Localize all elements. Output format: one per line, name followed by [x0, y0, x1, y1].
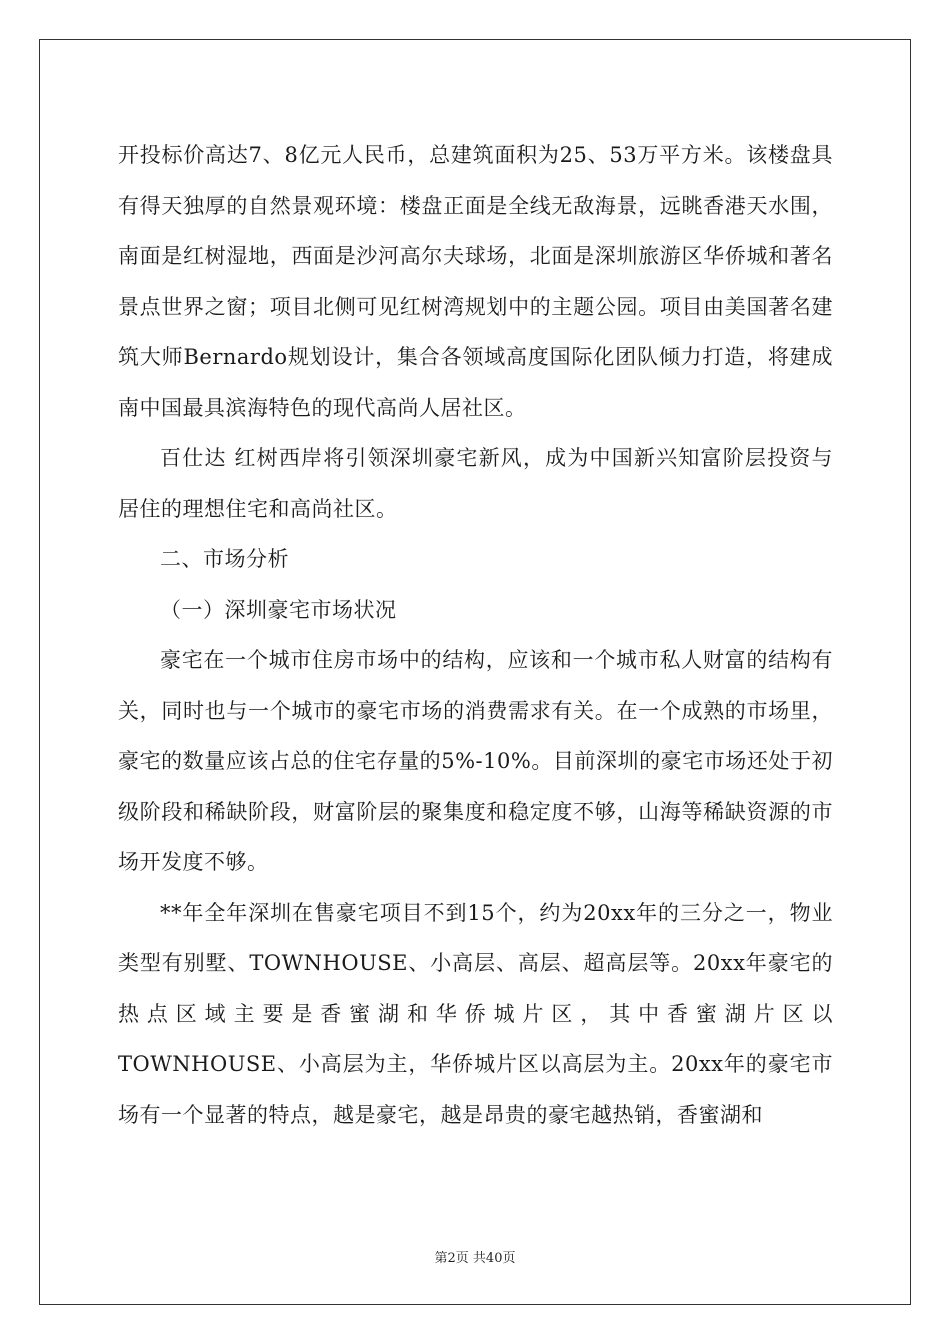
paragraph-annual-market: **年全年深圳在售豪宅项目不到15个，约为20xx年的三分之一，物业类型有别墅、TOWNHOUSE、小高层、高层、超高层等。20xx年豪宅的热点区域主要是香蜜湖和华侨城片区，其中香蜜湖片区以TOWNHOUSE、小高层为主，华侨城片区以高层为主。20xx年的豪宅市场有一个显著的特点，越是豪宅，越是昂贵的豪宅越热销，香蜜湖和	[118, 900, 833, 1127]
paragraph-vision: 百仕达 红树西岸将引领深圳豪宅新风，成为中国新兴知富阶层投资与居住的理想住宅和高尚社区。	[118, 446, 833, 521]
document-body	[118, 130, 833, 1140]
paragraph-project-intro: 开投标价高达7、8亿元人民币，总建筑面积为25、53万平方米。该楼盘具有得天独厚的自然景观环境：楼盘正面是全线无敌海景，远眺香港天水围，南面是红树湿地，西面是沙河高尔夫球场，北面是深圳旅游区华侨城和著名景点世界之窗；项目北侧可见红树湾规划中的主题公园。项目由美国著名建筑大师Bernardo规划设计，集合各领域高度国际化团队倾力打造，将建成南中国最具滨海特色的现代高尚人居社区。	[118, 143, 833, 420]
paragraph-market-structure: 豪宅在一个城市住房市场中的结构，应该和一个城市私人财富的结构有关，同时也与一个城市的豪宅市场的消费需求有关。在一个成熟的市场里，豪宅的数量应该占总的住宅存量的5%-10%。目前深圳的豪宅市场还处于初级阶段和稀缺阶段，财富阶层的聚集度和稳定度不够，山海等稀缺资源的市场开发度不够。	[118, 648, 833, 874]
section-heading-market-analysis: 二、市场分析	[160, 547, 289, 571]
page-footer: 第2页 共40页	[434, 1251, 516, 1266]
subsection-heading-luxury-market: （一）深圳豪宅市场状况	[160, 597, 397, 622]
